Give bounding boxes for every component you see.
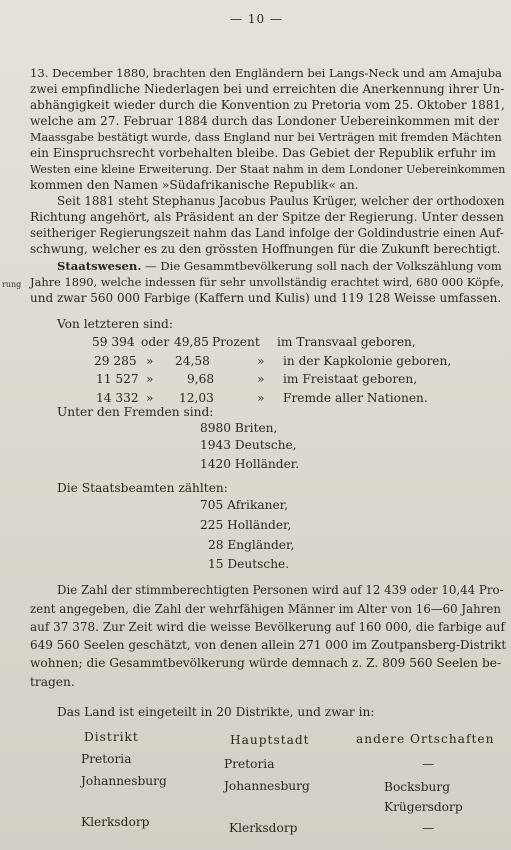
staatswesen-line xyxy=(57,259,502,274)
percent-cell: 9,68 xyxy=(187,372,215,386)
text-line: 649 560 Seelen geschätzt, von denen allein 271 000 im Zoutpansberg-Distrikt xyxy=(30,638,507,652)
count-cell: 11 527 xyxy=(96,372,139,386)
others-cell: — xyxy=(422,757,435,771)
text-line: Jahre 1890, welche indessen für sehr unvollständig erachtet wird, 680 000 Köpfe, xyxy=(30,275,504,289)
text-line: kommen den Namen »Südafrikanische Republik« an. xyxy=(30,178,359,192)
unit-cell: Prozent xyxy=(212,335,260,349)
section-heading: Staatswesen. xyxy=(57,259,142,273)
text-line: zent angegeben, die Zahl der wehrfähigen Männer im Alter von 16—60 Jahren xyxy=(30,602,501,616)
text-line: Die Zahl der stimmberechtigten Personen wird auf 12 439 oder 10,44 Pro- xyxy=(57,583,504,597)
percent-cell: 12,03 xyxy=(179,391,214,405)
unit-cell: » xyxy=(257,372,265,386)
text-line: ein Einspruchsrecht vorbehalten bleibe. Das Gebiet der Republik erfuhr im xyxy=(30,146,496,160)
margin-note: rung xyxy=(2,280,22,289)
column-header-capital: Hauptstadt xyxy=(230,733,310,747)
conj-cell: » xyxy=(146,391,154,405)
text-line: schwung, welcher es zu den grössten Hoffnungen für die Zukunft berechtigt. xyxy=(30,242,501,256)
districts-intro: Das Land ist eingeteilt in 20 Distrikte, und zwar in: xyxy=(57,705,375,719)
text-line: abhängigkeit wieder durch die Konvention zu Pretoria vom 25. Oktober 1881, xyxy=(30,98,505,112)
capital-cell: Klerksdorp xyxy=(229,821,298,835)
place-cell: in der Kapkolonie geboren, xyxy=(283,354,452,368)
text-line: welche am 27. Februar 1884 durch das Londoner Uebereinkommen mit der xyxy=(30,114,500,128)
officials-row: 15 Deutsche. xyxy=(208,557,290,571)
count-cell: 14 332 xyxy=(96,391,139,405)
page-number: — 10 — xyxy=(230,12,283,26)
count-cell: 59 394 xyxy=(92,335,135,349)
conj-cell: oder xyxy=(141,335,170,349)
officials-row: 705 Afrikaner, xyxy=(200,498,289,512)
conj-cell: » xyxy=(146,354,154,368)
unit-cell: » xyxy=(257,354,265,368)
text-line: seitheriger Regierungszeit nahm das Land infolge der Goldindustrie einen Auf- xyxy=(30,226,504,240)
foreigners-row: 1420 Holländer. xyxy=(200,457,300,471)
others-cell: — xyxy=(422,821,435,835)
foreigners-row: 1943 Deutsche, xyxy=(200,438,297,452)
text-line: Seit 1881 steht Stephanus Jacobus Paulus Krüger, welcher der orthodoxen xyxy=(57,194,505,208)
place-cell: im Freistaat geboren, xyxy=(283,372,418,386)
officials-row: 225 Holländer, xyxy=(200,518,292,532)
text-line: Westen eine kleine Erweiterung. Der Staat nahm in dem Londoner Uebereinkommen xyxy=(30,163,506,176)
place-cell: Fremde aller Nationen. xyxy=(283,391,428,405)
capital-cell: Johannesburg xyxy=(224,779,310,793)
text-line: zwei empfindliche Niederlagen bei und erreichten die Anerkennung ihrer Un- xyxy=(30,82,505,96)
column-header-others: andere Ortschaften xyxy=(356,732,495,746)
officials-intro: Die Staatsbeamten zählten: xyxy=(57,481,228,495)
unit-cell: » xyxy=(257,391,265,405)
text-line: und zwar 560 000 Farbige (Kaffern und Kulis) und 119 128 Weisse umfassen. xyxy=(30,291,502,305)
whites-intro: Von letzteren sind: xyxy=(57,317,173,331)
others-cell: Bocksburg xyxy=(384,780,451,794)
text-line: tragen. xyxy=(30,675,75,689)
percent-cell: 49,85 xyxy=(174,335,209,349)
district-cell: Klerksdorp xyxy=(81,815,150,829)
text-line: Richtung angehört, als Präsident an der Spitze der Regierung. Unter dessen xyxy=(30,210,504,224)
foreigners-row: 8980 Briten, xyxy=(200,421,278,435)
text-span: — Die Gesammtbevölkerung soll nach der Volkszählung vom xyxy=(141,259,502,273)
count-cell: 29 285 xyxy=(94,354,137,368)
text-line: Maassgabe bestätigt wurde, dass England nur bei Verträgen mit fremden Mächten xyxy=(30,131,502,144)
place-cell: im Transvaal geboren, xyxy=(277,335,416,349)
text-line: auf 37 378. Zur Zeit wird die weisse Bevölkerung auf 160 000, die farbige auf xyxy=(30,620,505,634)
district-cell: Johannesburg xyxy=(81,774,167,788)
column-header-district: Distrikt xyxy=(84,730,139,744)
foreigners-intro: Unter den Fremden sind: xyxy=(57,405,214,419)
conj-cell: » xyxy=(146,372,154,386)
text-line: wohnen; die Gesammtbevölkerung würde demnach z. Z. 809 560 Seelen be- xyxy=(30,656,502,670)
district-cell: Pretoria xyxy=(81,752,132,766)
capital-cell: Pretoria xyxy=(224,757,275,771)
percent-cell: 24,58 xyxy=(175,354,210,368)
officials-row: 28 Engländer, xyxy=(208,538,295,552)
text-line: 13. December 1880, brachten den Engländern bei Langs-Neck und am Amajuba xyxy=(30,66,502,80)
others-cell: Krügersdorp xyxy=(384,800,463,814)
